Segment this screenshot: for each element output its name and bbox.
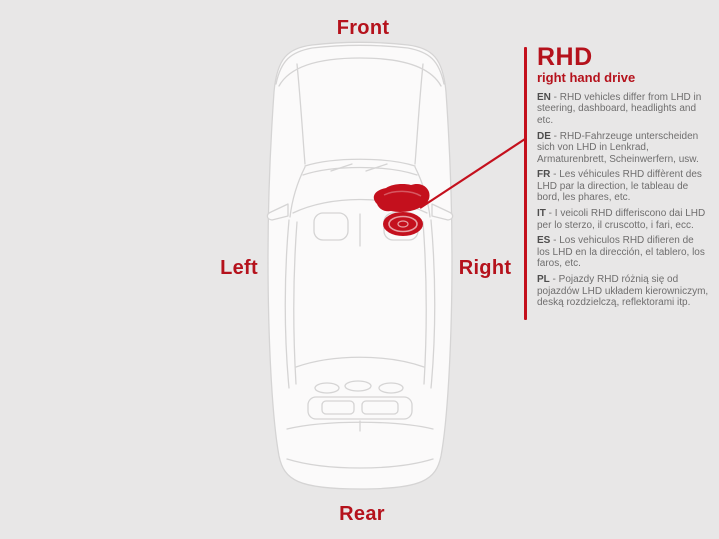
language-code: EN <box>537 92 551 103</box>
panel-divider-line <box>524 47 527 320</box>
separator: - <box>550 169 560 181</box>
right-label: Right <box>458 257 512 279</box>
language-entry <box>537 169 709 203</box>
language-entry <box>537 235 709 269</box>
language-text: RHD vehicles differ from LHD in steering, dashboard, headlights and etc. <box>537 92 702 126</box>
language-entry <box>537 208 709 231</box>
language-text: RHD-Fahrzeuge unterscheiden sich von LHD in Lenkrad, Armaturenbrett, Scheinwerfern, usw. <box>537 130 699 165</box>
callout-title: RHD <box>537 43 593 71</box>
language-code: FR <box>537 169 551 181</box>
rhd-callout-panel <box>537 44 709 313</box>
language-text: Pojazdy RHD różnią się od pojazdów LHD układem kierowniczym, deską rozdzielczą, reflektorami itp. <box>537 274 709 308</box>
front-label: Front <box>336 17 390 39</box>
language-text: I veicoli RHD differiscono dai LHD per lo sterzo, il cruscotto, i fari, ecc. <box>537 208 706 231</box>
left-label: Left <box>220 257 258 279</box>
separator: - <box>550 235 560 247</box>
language-entry <box>537 131 709 165</box>
language-text: Les véhicules RHD diffèrent des LHD par la direction, le tableau de bord, les phares, etc. <box>537 169 702 204</box>
language-code: ES <box>537 235 551 247</box>
callout-subtitle: right hand drive <box>537 70 636 85</box>
language-entry <box>537 92 709 126</box>
separator: - <box>545 208 555 220</box>
language-entry <box>537 274 709 308</box>
language-entries <box>537 92 709 308</box>
language-code: DE <box>537 130 551 142</box>
separator: - <box>550 92 560 103</box>
language-text: Los vehiculos RHD difieren de los LHD en la dirección, el tablero, los faros, etc. <box>537 235 705 270</box>
language-code: PL <box>537 274 550 286</box>
rear-label: Rear <box>339 503 385 525</box>
language-code: IT <box>537 208 546 220</box>
car-top-view-icon <box>267 42 452 489</box>
separator: - <box>549 274 559 286</box>
separator: - <box>550 130 560 142</box>
